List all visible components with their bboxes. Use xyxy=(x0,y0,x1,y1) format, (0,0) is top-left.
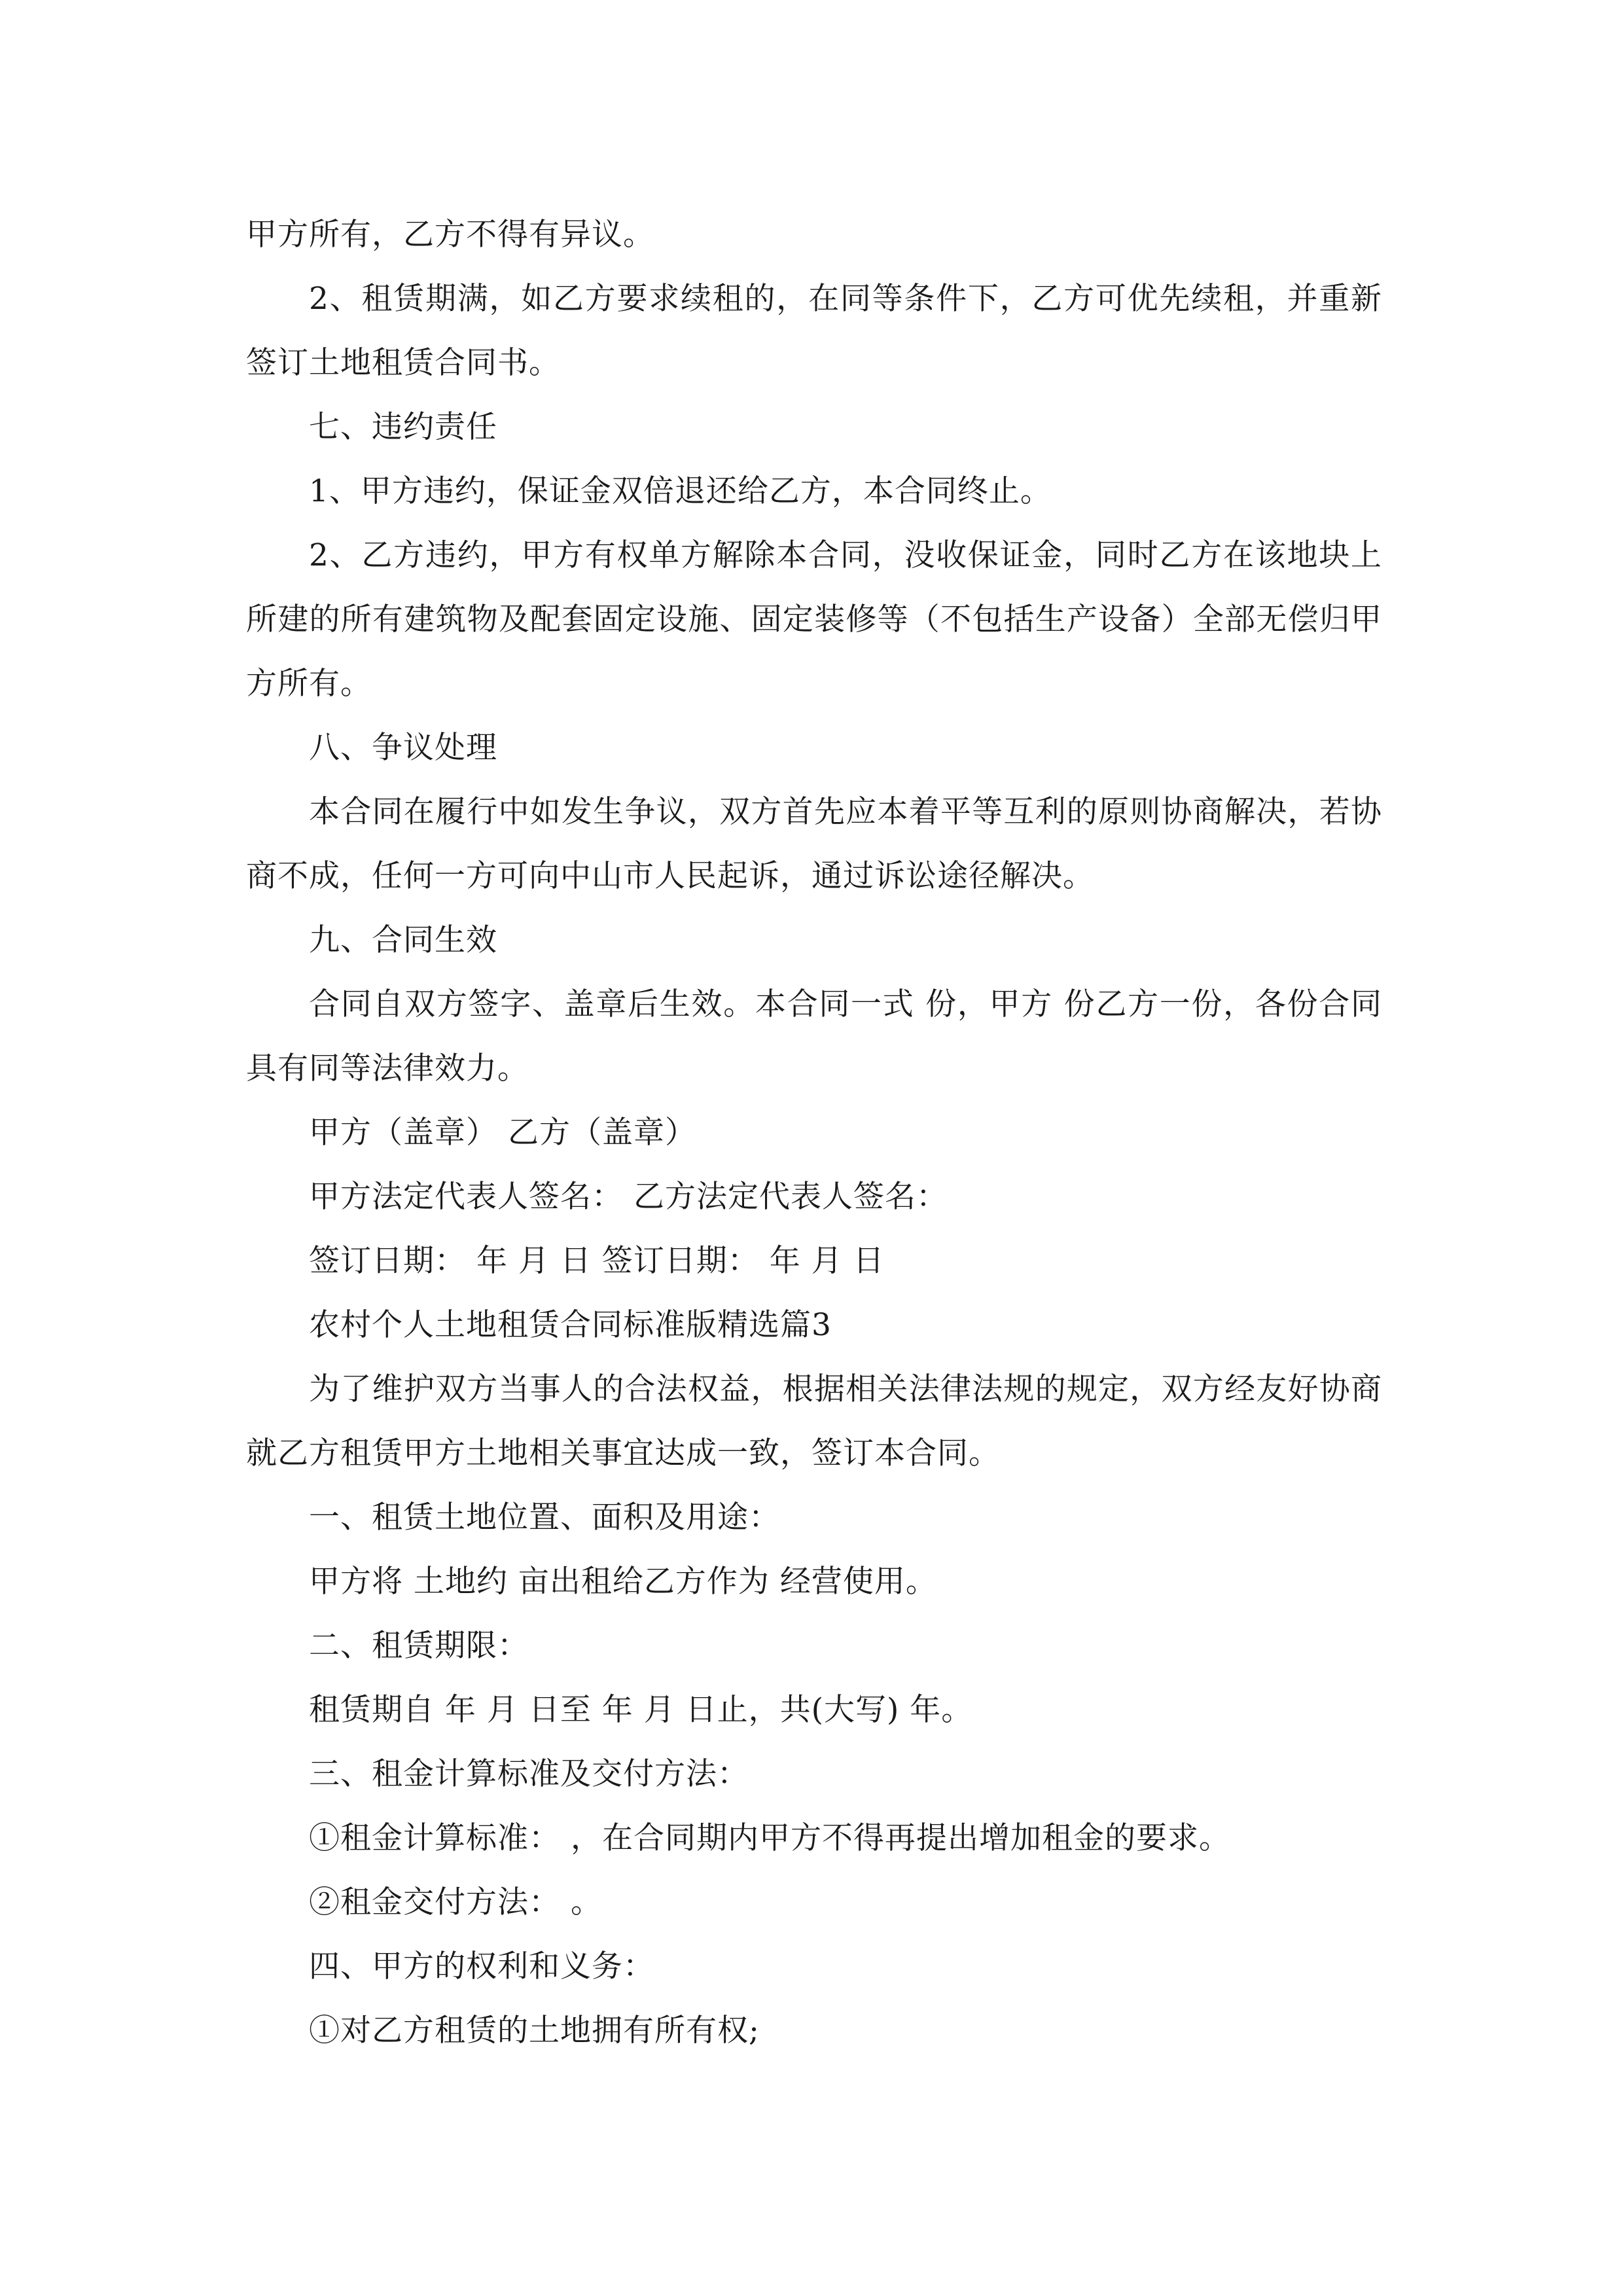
paragraph: 本合同在履行中如发生争议，双方首先应本着平等互利的原则协商解决，若协商不成，任何一方可向中山市人民起诉，通过诉讼途径解决。 xyxy=(246,794,1382,894)
paragraph: 为了维护双方当事人的合法权益，根据相关法律法规的规定，双方经友好协商就乙方租赁甲方土地相关事宜达成一致，签订本合同。 xyxy=(246,1371,1382,1471)
section-heading: 七、违约责任 xyxy=(309,409,497,445)
article-title: 农村个人土地租赁合同标准版精选篇3 xyxy=(309,1307,832,1343)
paragraph: 甲方所有，乙方不得有异议。 xyxy=(246,217,654,253)
signature-line: 甲方法定代表人签名： 乙方法定代表人签名： xyxy=(309,1179,948,1215)
document-body xyxy=(246,203,1382,2063)
paragraph: 1、甲方违约，保证金双倍退还给乙方，本合同终止。 xyxy=(309,473,1052,509)
paragraph: 2、租赁期满，如乙方要求续租的，在同等条件下，乙方可优先续租，并重新签订土地租赁合同书。 xyxy=(246,281,1382,381)
paragraph: ②租金交付方法： 。 xyxy=(309,1884,602,1920)
section-heading: 一、租赁土地位置、面积及用途： xyxy=(309,1499,780,1535)
paragraph: ①租金计算标准： ，在合同期内甲方不得再提出增加租金的要求。 xyxy=(309,1820,1230,1856)
signature-line: 甲方（盖章） 乙方（盖章） xyxy=(309,1115,696,1151)
paragraph: ①对乙方租赁的土地拥有所有权; xyxy=(309,2013,760,2049)
section-heading: 二、租赁期限： xyxy=(309,1628,529,1664)
date-line: 签订日期： 年 月 日 签订日期： 年 月 日 xyxy=(309,1243,885,1279)
section-heading: 四、甲方的权利和义务： xyxy=(309,1948,654,1984)
section-heading: 三、租金计算标准及交付方法： xyxy=(309,1756,749,1792)
section-heading: 九、合同生效 xyxy=(309,922,497,958)
paragraph: 甲方将 土地约 亩出租给乙方作为 经营使用。 xyxy=(309,1564,937,1600)
paragraph: 2、乙方违约，甲方有权单方解除本合同，没收保证金，同时乙方在该地块上所建的所有建筑物及配套固定设施、固定装修等（不包括生产设备）全部无偿归甲方所有。 xyxy=(246,537,1382,702)
paragraph: 租赁期自 年 月 日至 年 月 日止，共(大写) 年。 xyxy=(309,1692,973,1728)
section-heading: 八、争议处理 xyxy=(309,730,497,766)
paragraph: 合同自双方签字、盖章后生效。本合同一式 份，甲方 份乙方一份，各份合同具有同等法律效力。 xyxy=(246,986,1382,1086)
